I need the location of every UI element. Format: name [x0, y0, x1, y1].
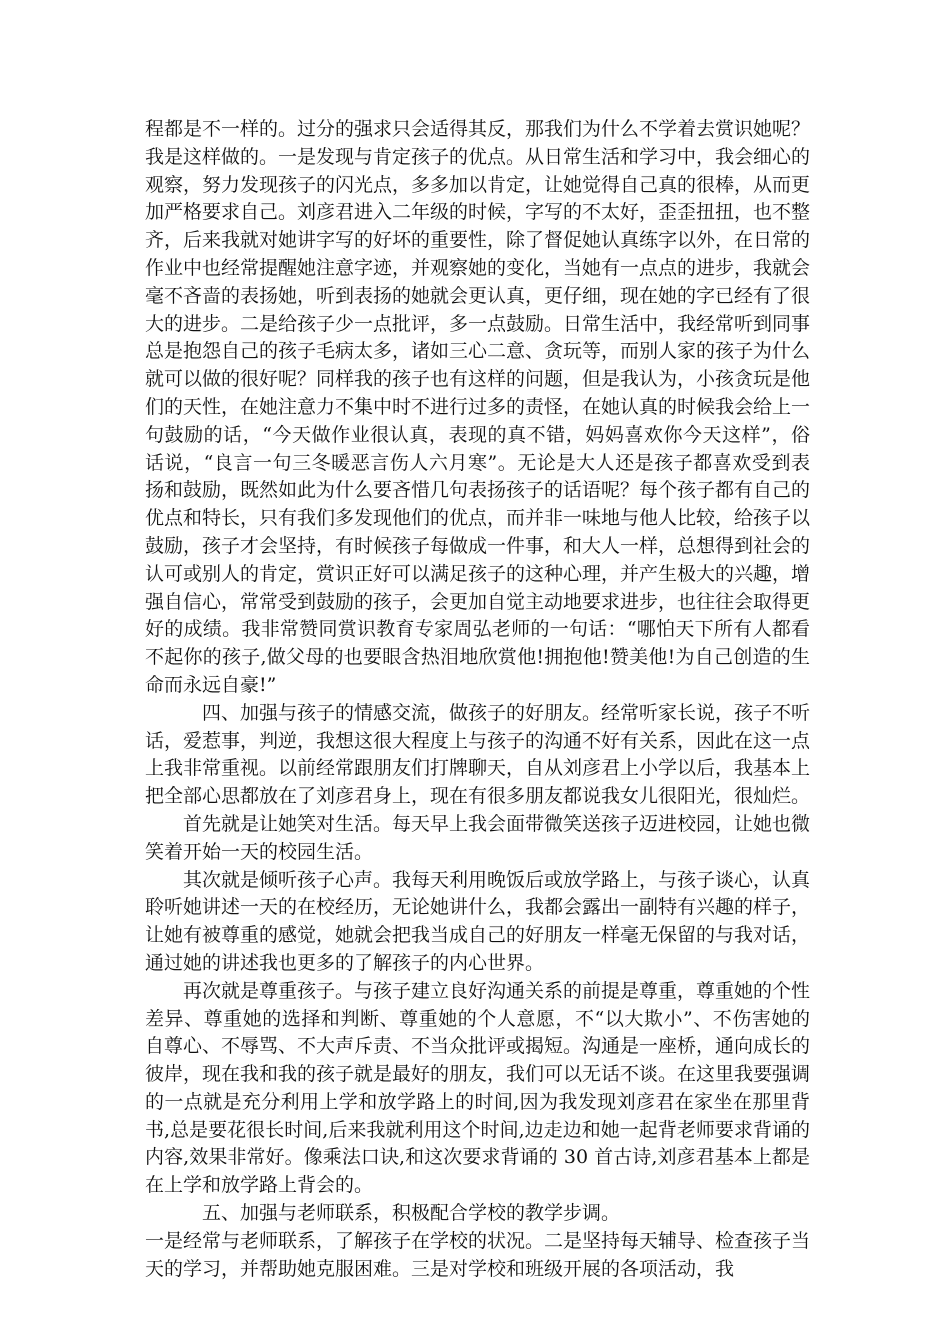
paragraph-first-smile: 首先就是让她笑对生活。每天早上我会面带微笑送孩子迈进校园，让她也微笑着开始一天的校园生活。 [145, 812, 811, 863]
paragraph-section-four: 四、加强与孩子的情感交流，做孩子的好朋友。经常听家长说，孩子不听话，爱惹事，判逆，我想这很大程度上与孩子的沟通不好有关系，因此在这一点上我非常重视。以前经常跟朋友们打牌聊天，自从刘彦君上小学以后，我基本上把全部心思都放在了刘彦君身上，现在有很多朋友都说我女儿很阳光，很灿烂。 [145, 701, 811, 808]
paragraph-third-respect: 再次就是尊重孩子。与孩子建立良好沟通关系的前提是尊重，尊重她的个性差异、尊重她的选择和判断、尊重她的个人意愿，不“以大欺小”、不伤害她的自尊心、不辱骂、不大声斥责、不当众批评或揭短。沟通是一座桥，通向成长的彼岸，现在我和我的孩子就是最好的朋友，我们可以无话不谈。在这里我要强调的一点就是充分利用上学和放学路上的时间,因为我发现刘彦君在家坐在那里背书,总是要花很长时间,后来我就利用这个时间,边走边和她一起背老师要求背诵的内容,效果非常好。像乘法口诀,和这次要求背诵的 30 首古诗,刘彦君基本上都是在上学和放学路上背会的。 [145, 979, 811, 1197]
paragraph-second-listen: 其次就是倾听孩子心声。我每天利用晚饭后或放学路上，与孩子谈心，认真聆听她讲述一天的在校经历，无论她讲什么，我都会露出一副特有兴趣的样子，让她有被尊重的感觉，她就会把我当成自己的好朋友一样毫无保留的与我对话，通过她的讲述我也更多的了解孩子的内心世界。 [145, 868, 811, 974]
document-body [145, 116, 810, 1283]
paragraph-section-five-heading: 五、加强与老师联系，积极配合学校的教学步调。 [202, 1202, 621, 1225]
paragraph-appreciation: 程都是不一样的。过分的强求只会适得其反，那我们为什么不学着去赏识她呢？我是这样做的。一是发现与肯定孩子的优点。从日常生活和学习中，我会细心的观察，努力发现孩子的闪光点，多多加以肯定，让她觉得自己真的很棒，从而更加严格要求自己。刘彦君进入二年级的时候，字写的不太好，歪歪扭扭，也不整齐，后来我就对她讲字写的好坏的重要性，除了督促她认真练字以外，在日常的作业中也经常提醒她注意字迹，并观察她的变化，当她有一点点的进步，我就会毫不吝啬的表扬她，听到表扬的她就会更认真，更仔细，现在她的字已经有了很大的进步。二是给孩子少一点批评，多一点鼓励。日常生活中，我经常听到同事总是抱怨自己的孩子毛病太多，诸如三心二意、贪玩等，而别人家的孩子为什么就可以做的很好呢？同样我的孩子也有这样的问题，但是我认为，小孩贪玩是他们的天性，在她注意力不集中时不进行过多的责怪，在她认真的时候我会给上一句鼓励的话，“今天做作业很认真，表现的真不错，妈妈喜欢你今天这样”，俗话说，“良言一句三冬暖恶言伤人六月寒”。无论是大人还是孩子都喜欢受到表扬和鼓励，既然如此为什么要吝惜几句表扬孩子的话语呢？每个孩子都有自己的优点和特长，只有我们多发现他们的优点，而并非一味地与他人比较，给孩子以鼓励，孩子才会坚持，有时候孩子每做成一件事，和大人一样，总想得到社会的认可或别人的肯定，赏识正好可以满足孩子的这种心理，并产生极大的兴趣，增强自信心，常常受到鼓励的孩子，会更加自觉主动地要求进步，也往往会取得更好的成绩。我非常赞同赏识教育专家周弘老师的一句话：“哪怕天下所有人都看不起你的孩子,做父母的也要眼含热泪地欣赏他!拥抱他!赞美他!为自己创造的生命而永远自豪!” [145, 118, 811, 696]
paragraph-section-five-body: 一是经常与老师联系，了解孩子在学校的状况。二是坚持每天辅导、检查孩子当天的学习，并帮助她克服困难。三是对学校和班级开展的各项活动，我 [145, 1229, 811, 1280]
